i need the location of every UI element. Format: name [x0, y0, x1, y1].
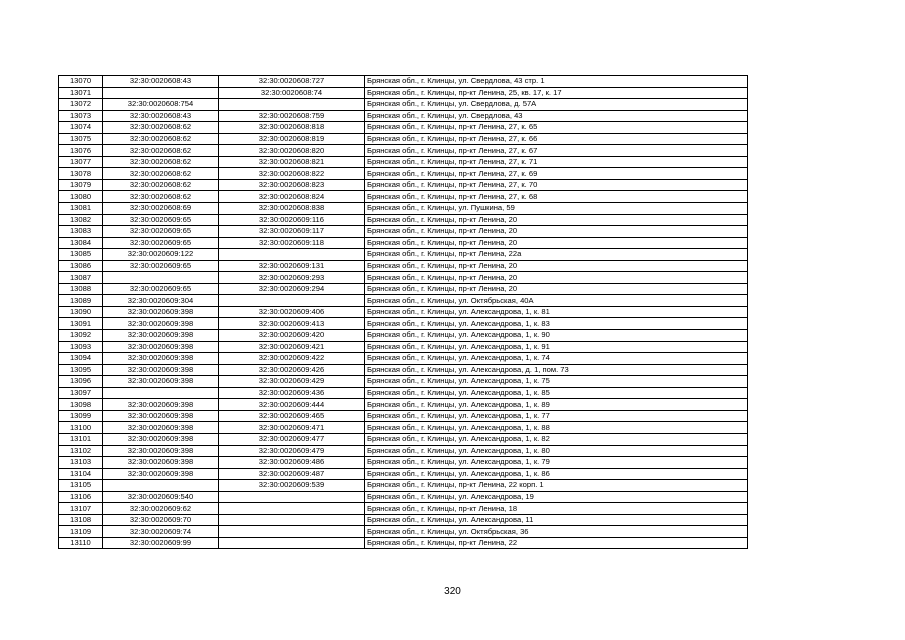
row-number-cell: 13086: [59, 260, 103, 272]
row-number-cell: 13071: [59, 87, 103, 99]
table-row: [59, 410, 748, 422]
object-number-cell: 32:30:0020609:422: [219, 353, 365, 365]
row-number-cell: 13070: [59, 76, 103, 88]
object-number-cell: 32:30:0020609:117: [219, 226, 365, 238]
parcel-number-cell: 32:30:0020609:74: [103, 526, 219, 538]
object-number-cell: 32:30:0020609:539: [219, 480, 365, 492]
object-number-cell: 32:30:0020609:293: [219, 272, 365, 284]
row-number-cell: 13072: [59, 99, 103, 111]
parcel-number-cell: 32:30:0020609:304: [103, 295, 219, 307]
parcel-number-cell: 32:30:0020609:70: [103, 514, 219, 526]
address-cell: Брянская обл., г. Клинцы, пр-кт Ленина, 20: [365, 214, 748, 226]
row-number-cell: 13097: [59, 387, 103, 399]
table-row: [59, 133, 748, 145]
table-body: [59, 76, 748, 549]
parcel-number-cell: 32:30:0020609:398: [103, 457, 219, 469]
table-row: [59, 87, 748, 99]
table-row: [59, 537, 748, 549]
parcel-number-cell: 32:30:0020608:62: [103, 168, 219, 180]
row-number-cell: 13073: [59, 110, 103, 122]
row-number-cell: 13092: [59, 330, 103, 342]
object-number-cell: 32:30:0020608:819: [219, 133, 365, 145]
parcel-number-cell: 32:30:0020609:99: [103, 537, 219, 549]
parcel-number-cell: [103, 272, 219, 284]
address-cell: Брянская обл., г. Клинцы, пр-кт Ленина, 27, к. 65: [365, 122, 748, 134]
parcel-number-cell: 32:30:0020609:398: [103, 330, 219, 342]
object-number-cell: 32:30:0020609:465: [219, 410, 365, 422]
object-number-cell: 32:30:0020609:479: [219, 445, 365, 457]
parcel-number-cell: 32:30:0020609:398: [103, 410, 219, 422]
address-cell: Брянская обл., г. Клинцы, пр-кт Ленина, 22а: [365, 249, 748, 261]
row-number-cell: 13079: [59, 179, 103, 191]
parcel-number-cell: 32:30:0020609:398: [103, 353, 219, 365]
parcel-number-cell: 32:30:0020608:43: [103, 76, 219, 88]
table-row: [59, 480, 748, 492]
row-number-cell: 13099: [59, 410, 103, 422]
row-number-cell: 13108: [59, 514, 103, 526]
table-row: [59, 110, 748, 122]
row-number-cell: 13110: [59, 537, 103, 549]
row-number-cell: 13078: [59, 168, 103, 180]
address-cell: Брянская обл., г. Клинцы, пр-кт Ленина, 20: [365, 226, 748, 238]
parcel-number-cell: 32:30:0020608:69: [103, 203, 219, 215]
row-number-cell: 13100: [59, 422, 103, 434]
object-number-cell: [219, 249, 365, 261]
table-row: [59, 99, 748, 111]
address-cell: Брянская обл., г. Клинцы, ул. Свердлова, д. 57А: [365, 99, 748, 111]
address-cell: Брянская обл., г. Клинцы, ул. Александрова, 1, к. 89: [365, 399, 748, 411]
object-number-cell: 32:30:0020608:74: [219, 87, 365, 99]
parcel-number-cell: 32:30:0020609:398: [103, 433, 219, 445]
row-number-cell: 13106: [59, 491, 103, 503]
address-cell: Брянская обл., г. Клинцы, пр-кт Ленина, 27, к. 69: [365, 168, 748, 180]
parcel-number-cell: 32:30:0020609:398: [103, 318, 219, 330]
row-number-cell: 13102: [59, 445, 103, 457]
table-row: [59, 526, 748, 538]
table-row: [59, 376, 748, 388]
row-number-cell: 13093: [59, 341, 103, 353]
row-number-cell: 13077: [59, 156, 103, 168]
address-cell: Брянская обл., г. Клинцы, пр-кт Ленина, 20: [365, 237, 748, 249]
object-number-cell: 32:30:0020609:413: [219, 318, 365, 330]
object-number-cell: 32:30:0020609:118: [219, 237, 365, 249]
address-cell: Брянская обл., г. Клинцы, ул. Александрова, 1, к. 85: [365, 387, 748, 399]
address-cell: Брянская обл., г. Клинцы, пр-кт Ленина, 20: [365, 272, 748, 284]
address-cell: Брянская обл., г. Клинцы, ул. Свердлова, 43: [365, 110, 748, 122]
object-number-cell: 32:30:0020609:486: [219, 457, 365, 469]
table-row: [59, 295, 748, 307]
table-row: [59, 306, 748, 318]
object-number-cell: [219, 99, 365, 111]
address-cell: Брянская обл., г. Клинцы, ул. Пушкина, 59: [365, 203, 748, 215]
object-number-cell: 32:30:0020609:131: [219, 260, 365, 272]
object-number-cell: [219, 503, 365, 515]
object-number-cell: 32:30:0020608:823: [219, 179, 365, 191]
row-number-cell: 13103: [59, 457, 103, 469]
parcel-number-cell: 32:30:0020608:62: [103, 191, 219, 203]
object-number-cell: [219, 537, 365, 549]
address-cell: Брянская обл., г. Клинцы, ул. Александрова, 1, к. 80: [365, 445, 748, 457]
row-number-cell: 13095: [59, 364, 103, 376]
address-cell: Брянская обл., г. Клинцы, пр-кт Ленина, 20: [365, 283, 748, 295]
parcel-number-cell: 32:30:0020608:43: [103, 110, 219, 122]
parcel-number-cell: 32:30:0020609:398: [103, 376, 219, 388]
address-cell: Брянская обл., г. Клинцы, ул. Александрова, 1, к. 75: [365, 376, 748, 388]
table-row: [59, 364, 748, 376]
parcel-number-cell: 32:30:0020609:398: [103, 468, 219, 480]
object-number-cell: 32:30:0020608:727: [219, 76, 365, 88]
parcel-number-cell: 32:30:0020609:398: [103, 399, 219, 411]
table-row: [59, 433, 748, 445]
address-cell: Брянская обл., г. Клинцы, ул. Александрова, 1, к. 90: [365, 330, 748, 342]
table-row: [59, 260, 748, 272]
object-number-cell: [219, 491, 365, 503]
parcel-number-cell: 32:30:0020608:62: [103, 179, 219, 191]
table-row: [59, 179, 748, 191]
row-number-cell: 13080: [59, 191, 103, 203]
address-cell: Брянская обл., г. Клинцы, пр-кт Ленина, 27, к. 70: [365, 179, 748, 191]
table-row: [59, 318, 748, 330]
parcel-number-cell: 32:30:0020609:65: [103, 260, 219, 272]
parcel-number-cell: 32:30:0020609:122: [103, 249, 219, 261]
table-row: [59, 353, 748, 365]
object-number-cell: 32:30:0020609:406: [219, 306, 365, 318]
address-cell: Брянская обл., г. Клинцы, пр-кт Ленина, 18: [365, 503, 748, 515]
address-cell: Брянская обл., г. Клинцы, пр-кт Ленина, 27, к. 67: [365, 145, 748, 157]
cadastral-table: [58, 75, 748, 549]
row-number-cell: 13091: [59, 318, 103, 330]
object-number-cell: 32:30:0020609:116: [219, 214, 365, 226]
object-number-cell: [219, 514, 365, 526]
parcel-number-cell: 32:30:0020609:65: [103, 226, 219, 238]
table-row: [59, 514, 748, 526]
object-number-cell: [219, 295, 365, 307]
address-cell: Брянская обл., г. Клинцы, ул. Александрова, 1, к. 88: [365, 422, 748, 434]
parcel-number-cell: [103, 387, 219, 399]
row-number-cell: 13082: [59, 214, 103, 226]
table-row: [59, 283, 748, 295]
page-number: 320: [444, 586, 461, 597]
row-number-cell: 13084: [59, 237, 103, 249]
table-row: [59, 468, 748, 480]
object-number-cell: [219, 526, 365, 538]
row-number-cell: 13105: [59, 480, 103, 492]
parcel-number-cell: [103, 480, 219, 492]
address-cell: Брянская обл., г. Клинцы, ул. Александрова, 1, к. 81: [365, 306, 748, 318]
object-number-cell: 32:30:0020609:436: [219, 387, 365, 399]
table-row: [59, 491, 748, 503]
address-cell: Брянская обл., г. Клинцы, ул. Александрова, 11: [365, 514, 748, 526]
object-number-cell: 32:30:0020609:477: [219, 433, 365, 445]
address-cell: Брянская обл., г. Клинцы, пр-кт Ленина, 27, к. 71: [365, 156, 748, 168]
object-number-cell: 32:30:0020609:444: [219, 399, 365, 411]
row-number-cell: 13094: [59, 353, 103, 365]
row-number-cell: 13083: [59, 226, 103, 238]
parcel-number-cell: 32:30:0020609:62: [103, 503, 219, 515]
row-number-cell: 13075: [59, 133, 103, 145]
address-cell: Брянская обл., г. Клинцы, ул. Александрова, 1, к. 82: [365, 433, 748, 445]
parcel-number-cell: 32:30:0020609:398: [103, 422, 219, 434]
address-cell: Брянская обл., г. Клинцы, пр-кт Ленина, 22: [365, 537, 748, 549]
table-row: [59, 387, 748, 399]
object-number-cell: 32:30:0020608:824: [219, 191, 365, 203]
table-row: [59, 445, 748, 457]
parcel-number-cell: 32:30:0020609:398: [103, 445, 219, 457]
table-row: [59, 168, 748, 180]
table-row: [59, 330, 748, 342]
object-number-cell: 32:30:0020609:471: [219, 422, 365, 434]
parcel-number-cell: 32:30:0020608:754: [103, 99, 219, 111]
table-row: [59, 156, 748, 168]
address-cell: Брянская обл., г. Клинцы, ул. Свердлова, 43 стр. 1: [365, 76, 748, 88]
table-row: [59, 457, 748, 469]
table-row: [59, 145, 748, 157]
row-number-cell: 13088: [59, 283, 103, 295]
row-number-cell: 13098: [59, 399, 103, 411]
address-cell: Брянская обл., г. Клинцы, ул. Александрова, 1, к. 79: [365, 457, 748, 469]
table-row: [59, 399, 748, 411]
object-number-cell: 32:30:0020608:838: [219, 203, 365, 215]
object-number-cell: 32:30:0020609:420: [219, 330, 365, 342]
parcel-number-cell: 32:30:0020609:65: [103, 237, 219, 249]
address-cell: Брянская обл., г. Клинцы, ул. Александрова, 1, к. 91: [365, 341, 748, 353]
row-number-cell: 13074: [59, 122, 103, 134]
address-cell: Брянская обл., г. Клинцы, пр-кт Ленина, 22 корп. 1: [365, 480, 748, 492]
parcel-number-cell: 32:30:0020609:540: [103, 491, 219, 503]
object-number-cell: 32:30:0020609:487: [219, 468, 365, 480]
address-cell: Брянская обл., г. Клинцы, ул. Александрова, 1, к. 83: [365, 318, 748, 330]
table-row: [59, 503, 748, 515]
parcel-number-cell: 32:30:0020609:398: [103, 306, 219, 318]
object-number-cell: 32:30:0020608:820: [219, 145, 365, 157]
row-number-cell: 13107: [59, 503, 103, 515]
row-number-cell: 13096: [59, 376, 103, 388]
table-row: [59, 422, 748, 434]
parcel-number-cell: 32:30:0020609:65: [103, 283, 219, 295]
row-number-cell: 13104: [59, 468, 103, 480]
row-number-cell: 13087: [59, 272, 103, 284]
table-row: [59, 76, 748, 88]
row-number-cell: 13089: [59, 295, 103, 307]
table-row: [59, 237, 748, 249]
row-number-cell: 13090: [59, 306, 103, 318]
object-number-cell: 32:30:0020608:759: [219, 110, 365, 122]
row-number-cell: 13085: [59, 249, 103, 261]
address-cell: Брянская обл., г. Клинцы, пр-кт Ленина, 27, к. 66: [365, 133, 748, 145]
object-number-cell: 32:30:0020609:421: [219, 341, 365, 353]
address-cell: Брянская обл., г. Клинцы, пр-кт Ленина, 20: [365, 260, 748, 272]
table-row: [59, 249, 748, 261]
object-number-cell: 32:30:0020608:821: [219, 156, 365, 168]
table-row: [59, 191, 748, 203]
parcel-number-cell: 32:30:0020608:62: [103, 122, 219, 134]
row-number-cell: 13101: [59, 433, 103, 445]
parcel-number-cell: 32:30:0020608:62: [103, 156, 219, 168]
table-row: [59, 341, 748, 353]
address-cell: Брянская обл., г. Клинцы, ул. Октябрьская, 40А: [365, 295, 748, 307]
parcel-number-cell: 32:30:0020609:65: [103, 214, 219, 226]
parcel-number-cell: 32:30:0020609:398: [103, 341, 219, 353]
parcel-number-cell: 32:30:0020608:62: [103, 145, 219, 157]
object-number-cell: 32:30:0020609:426: [219, 364, 365, 376]
table-row: [59, 122, 748, 134]
address-cell: Брянская обл., г. Клинцы, пр-кт Ленина, 25, кв. 17, к. 17: [365, 87, 748, 99]
parcel-number-cell: [103, 87, 219, 99]
object-number-cell: 32:30:0020608:822: [219, 168, 365, 180]
row-number-cell: 13076: [59, 145, 103, 157]
row-number-cell: 13109: [59, 526, 103, 538]
object-number-cell: 32:30:0020608:818: [219, 122, 365, 134]
address-cell: Брянская обл., г. Клинцы, ул. Александрова, 1, к. 86: [365, 468, 748, 480]
address-cell: Брянская обл., г. Клинцы, пр-кт Ленина, 27, к. 68: [365, 191, 748, 203]
table-row: [59, 203, 748, 215]
table-row: [59, 226, 748, 238]
object-number-cell: 32:30:0020609:294: [219, 283, 365, 295]
table-row: [59, 214, 748, 226]
table-row: [59, 272, 748, 284]
address-cell: Брянская обл., г. Клинцы, ул. Александрова, 19: [365, 491, 748, 503]
address-cell: Брянская обл., г. Клинцы, ул. Александрова, д. 1, пом. 73: [365, 364, 748, 376]
address-cell: Брянская обл., г. Клинцы, ул. Александрова, 1, к. 74: [365, 353, 748, 365]
address-cell: Брянская обл., г. Клинцы, ул. Октябрьская, 36: [365, 526, 748, 538]
parcel-number-cell: 32:30:0020609:398: [103, 364, 219, 376]
parcel-number-cell: 32:30:0020608:62: [103, 133, 219, 145]
object-number-cell: 32:30:0020609:429: [219, 376, 365, 388]
row-number-cell: 13081: [59, 203, 103, 215]
address-cell: Брянская обл., г. Клинцы, ул. Александрова, 1, к. 77: [365, 410, 748, 422]
